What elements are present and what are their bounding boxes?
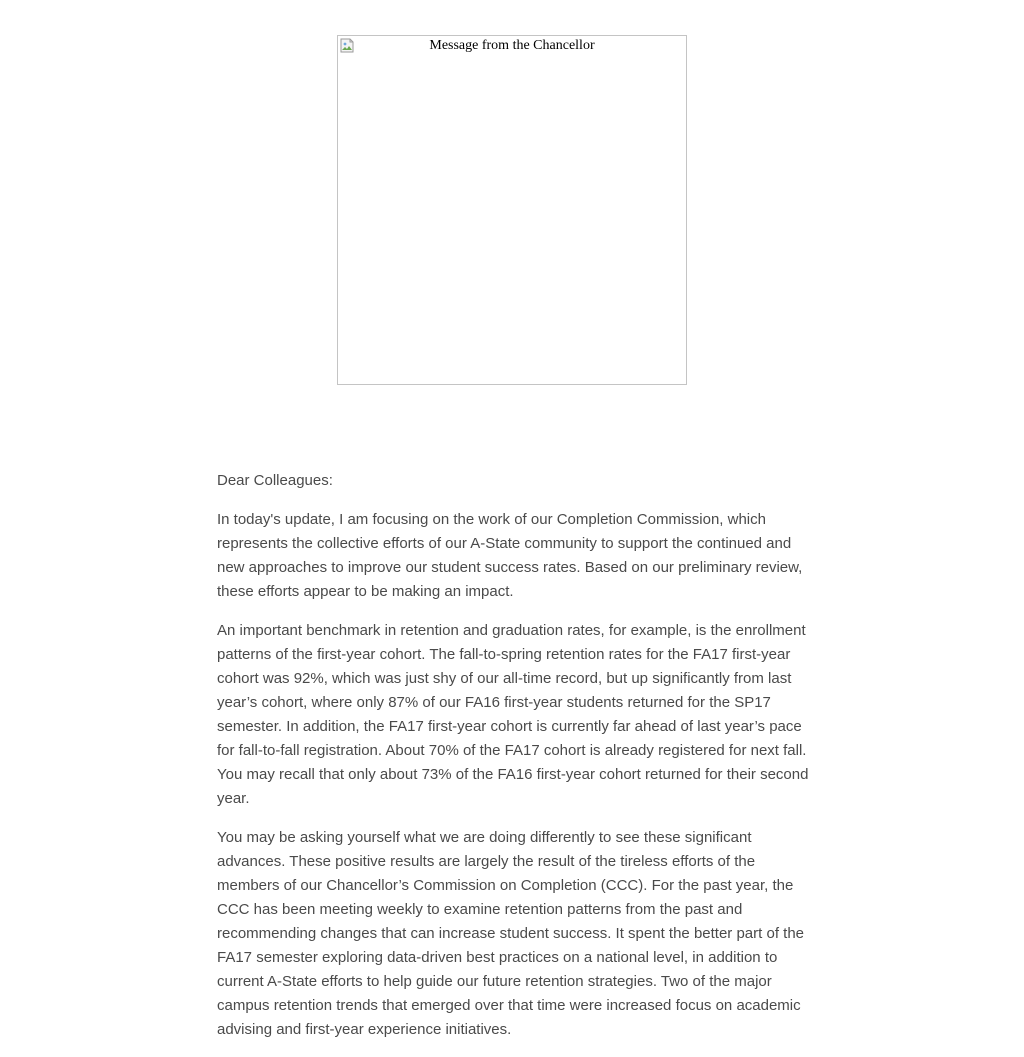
- letter-body: [217, 469, 813, 1057]
- chancellor-message-image: [337, 35, 687, 385]
- image-alt-text: Message from the Chancellor: [429, 38, 595, 53]
- greeting: Dear Colleagues:: [217, 472, 333, 489]
- paragraph-3: You may be asking yourself what we are doing differently to see these significant advances. These positive results are largely the result of the tireless efforts of the members of our Chancellor’s Commission on Completion (CCC). For the past year, the CCC has been meeting weekly to examine retention patterns from the past and recommending changes that can increase student success. It spent the better part of the FA17 semester exploring data-driven best practices on a national level, in addition to current A-State efforts to help guide our future retention strategies. Two of the major campus retention trends that emerged over that time were increased focus on academic advising and first-year experience initiatives.: [217, 829, 805, 1038]
- paragraph-2: An important benchmark in retention and graduation rates, for example, is the enrollment patterns of the first-year cohort. The fall-to-spring retention rates for the FA17 first-year cohort was 92%, which was just shy of our all-time record, but up significantly from last year’s cohort, where only 87% of our FA16 first-year students returned for the SP17 semester. In addition, the FA17 first-year cohort is currently far ahead of last year’s pace for fall-to-fall registration. About 70% of the FA17 cohort is already registered for next fall. You may recall that only about 73% of the FA16 first-year cohort returned for their second year.: [217, 622, 809, 807]
- paragraph-1: In today's update, I am focusing on the work of our Completion Commission, which represents the collective efforts of our A-State community to support the continued and new approaches to improve our student success rates. Based on our preliminary review, these efforts appear to be making an impact.: [217, 511, 803, 600]
